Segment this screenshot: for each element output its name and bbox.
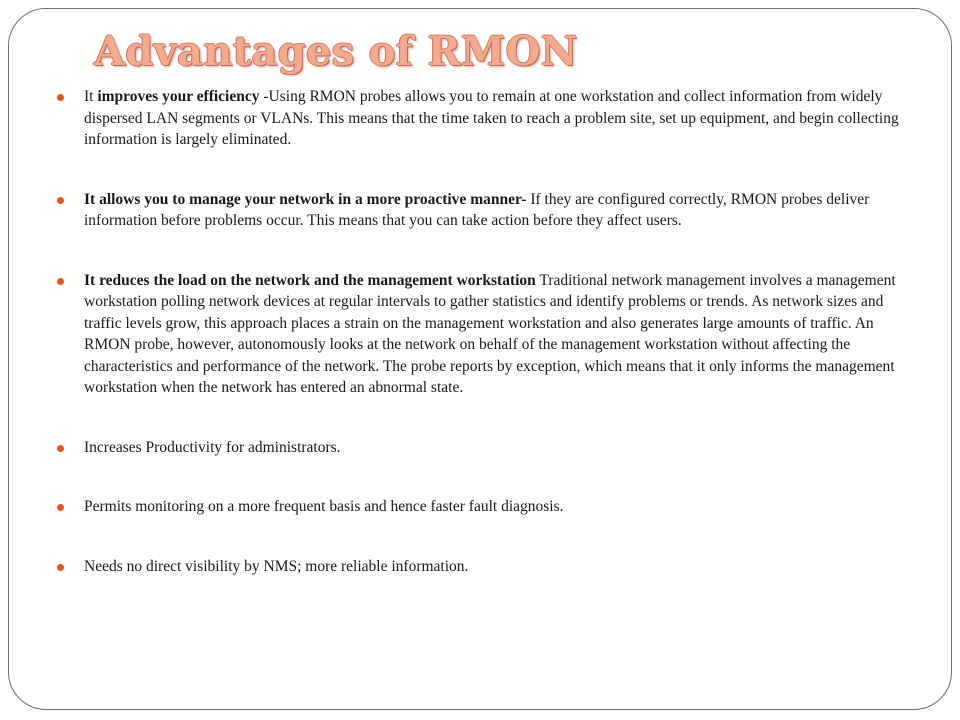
bullet-dot-icon — [57, 445, 64, 452]
bullet-lead-text: It — [84, 88, 98, 105]
bullet-dot-icon — [57, 278, 64, 285]
bullet-dot-icon — [57, 564, 64, 571]
bullet-dot-icon — [57, 197, 64, 204]
bullet-body-text: Permits monitoring on a more frequent basis and hence faster fault diagnosis. — [84, 498, 564, 515]
bullet-bold-text: improves your efficiency — [97, 88, 260, 105]
bullet-body-text: Needs no direct visibility by NMS; more reliable information. — [84, 557, 469, 575]
bullet-dot-icon — [57, 94, 64, 101]
bullet-item-proactive — [57, 189, 902, 232]
bullet-item-productivity — [57, 437, 902, 459]
bullet-body-text: Increases Productivity for administrators. — [84, 438, 341, 456]
bullet-bold-text: It reduces the load on the network and the management workstation — [84, 271, 536, 289]
bullet-dot-icon — [57, 504, 64, 511]
bullet-bold-text: It allows you to manage your network in a more proactive manner- — [84, 190, 527, 208]
bullet-body-text: If they are configured correctly, RMON probes deliver information before problems occur. This means that you can take action before they affect users. — [84, 190, 870, 229]
bullet-item-visibility — [57, 556, 902, 578]
slide-title: Advantages of RMON — [94, 28, 578, 75]
bullet-body-text: -Using RMON probes allows you to remain at one workstation and collect information from widely dispersed LAN segments or VLANs. This means that the time taken to reach a problem site, set up equipment, and begin collecting information is largely eliminated. — [84, 88, 899, 148]
bullet-body-text: Traditional network management involves a management workstation polling network devices at regular intervals to gather statistics and identify problems or trends. As network sizes and traffic levels grow, this approach places a strain on the management workstation and also generates large amounts of traffic. An RMON probe, however, autonomously looks at the network on behalf of the management workstation without affecting the characteristics and performance of the network. The probe reports by exception, which means that it only informs the management workstation when the network has entered an abnormal state. — [84, 271, 896, 396]
bullet-item-reduces-load — [57, 270, 902, 399]
bullet-list — [57, 86, 902, 577]
bullet-item-monitoring — [57, 496, 902, 518]
bullet-item-efficiency — [57, 86, 902, 151]
